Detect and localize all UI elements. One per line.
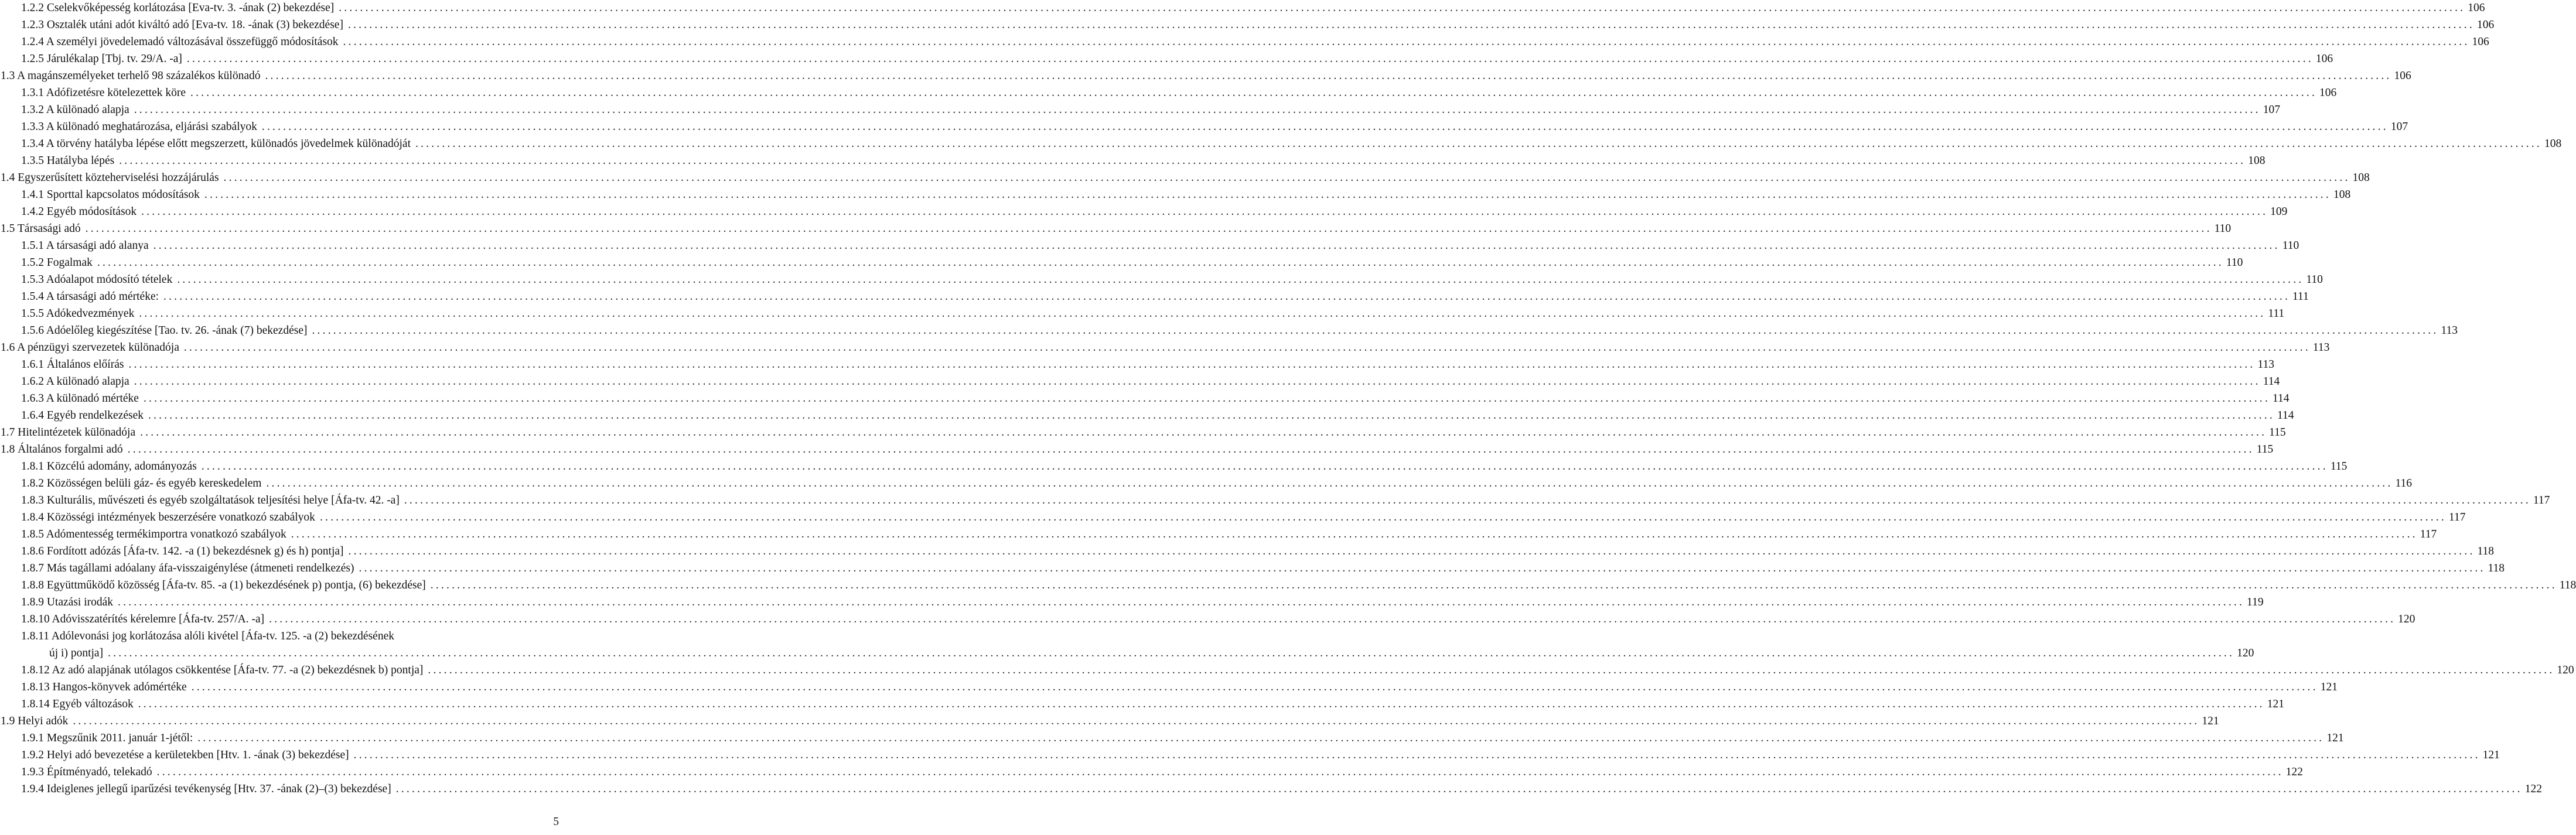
toc-entry-page: 120 [2237, 647, 2254, 659]
toc-entry-page: 121 [2202, 715, 2219, 727]
toc-entry[interactable] [0, 103, 2280, 117]
dot-leader: ................................................................................................................................................................................................................................................................................................................................................................................................................ [138, 698, 2265, 710]
dot-leader: ................................................................................................................................................................................................................................................................................................................................................................................................................ [177, 273, 2304, 286]
toc-entry-title: 1.8.9 Utazási irodák [21, 596, 114, 608]
toc-entry-page: 110 [2214, 223, 2232, 235]
toc-entry[interactable] [0, 579, 2576, 593]
dot-leader: ................................................................................................................................................................................................................................................................................................................................................................................................................ [404, 494, 2531, 507]
toc-entry[interactable] [0, 341, 2330, 355]
dot-leader: ................................................................................................................................................................................................................................................................................................................................................................................................................ [395, 783, 2523, 795]
toc-entry[interactable] [0, 86, 2337, 100]
toc-entry-title: 1.4.2 Egyéb módosítások [21, 206, 137, 218]
dot-leader: ................................................................................................................................................................................................................................................................................................................................................................................................................ [148, 409, 2275, 422]
toc-entry-page: 110 [2306, 273, 2323, 286]
toc-entry[interactable] [0, 629, 2254, 661]
toc-entry-title: 1.3.3 A különadó meghatározása, eljárási szabályok [21, 121, 257, 133]
toc-entry[interactable] [0, 494, 2550, 508]
toc-entry-title: 1.9.2 Helyi adó bevezetése a kerületekben [Htv. 1. -ának (3) bekezdése] [21, 749, 349, 761]
toc-entry-title: 1.8 Általános forgalmi adó [1, 443, 123, 456]
toc-entry-page: 108 [2333, 189, 2351, 201]
toc-entry-page: 108 [2248, 155, 2265, 167]
toc-entry[interactable] [0, 697, 2284, 711]
toc-entry[interactable] [0, 120, 2408, 134]
dot-leader: ................................................................................................................................................................................................................................................................................................................................................................................................................ [223, 172, 2350, 184]
toc-entry[interactable] [0, 460, 2348, 474]
toc-entry[interactable] [0, 409, 2294, 423]
toc-entry-title: 1.5 Társasági adó [1, 223, 81, 235]
dot-leader: ................................................................................................................................................................................................................................................................................................................................................................................................................ [140, 426, 2267, 439]
toc-entry-title: 1.3.2 A különadó alapja [21, 104, 129, 116]
dot-leader: ................................................................................................................................................................................................................................................................................................................................................................................................................ [127, 443, 2254, 456]
toc-entry[interactable] [0, 358, 2274, 372]
dot-leader: ................................................................................................................................................................................................................................................................................................................................................................................................................ [183, 341, 2311, 354]
toc-entry-page: 109 [2270, 206, 2288, 218]
toc-entry-title: 1.6.4 Egyéb rendelkezések [21, 409, 144, 422]
toc-entry-page: 122 [2285, 766, 2303, 778]
toc-entry-page: 121 [2482, 749, 2500, 761]
toc-entry-title: 1.9.3 Építményadó, telekadó [21, 766, 152, 778]
dot-leader: ................................................................................................................................................................................................................................................................................................................................................................................................................ [143, 392, 2270, 405]
toc-entry-title: 1.8.12 Az adó alapjának utólagos csökkentése [Áfa-tv. 77. -a (2) bekezdésnek b) pontja] [21, 664, 424, 676]
toc-entry[interactable] [0, 239, 2299, 253]
toc-entry-page: 111 [2292, 290, 2309, 303]
dot-leader: ................................................................................................................................................................................................................................................................................................................................................................................................................ [291, 528, 2418, 540]
toc-entry-page: 115 [2269, 426, 2286, 439]
dot-leader: ................................................................................................................................................................................................................................................................................................................................................................................................................ [265, 70, 2392, 82]
toc-entry-page: 120 [2398, 613, 2415, 625]
toc-entry-page: 110 [2226, 256, 2243, 269]
toc-entry-page: 117 [2533, 494, 2550, 507]
dot-leader: ................................................................................................................................................................................................................................................................................................................................................................................................................ [339, 2, 2466, 14]
toc-entry-page: 118 [2477, 545, 2495, 557]
toc-entry-title: 1.8.13 Hangos-könyvek adómértéke [21, 681, 187, 693]
toc-entry-title: 1.3.1 Adófizetésre kötelezettek köre [21, 87, 186, 99]
dot-leader: ................................................................................................................................................................................................................................................................................................................................................................................................................ [204, 189, 2331, 201]
toc-entry-title: 1.8.11 Adólevonási jog korlátozása alóli kivétel [Áfa-tv. 125. -a (2) bekezdésének [21, 630, 394, 642]
toc-entry[interactable] [0, 426, 2286, 440]
dot-leader: ................................................................................................................................................................................................................................................................................................................................................................................................................ [163, 290, 2291, 303]
toc-entry-page: 115 [2330, 460, 2348, 473]
toc-entry[interactable] [0, 392, 2290, 406]
toc-entry[interactable] [0, 596, 2264, 610]
toc-entry-title: 1.8.14 Egyéb változások [21, 698, 134, 710]
toc-entry-page: 106 [2394, 70, 2411, 82]
toc-entry-page: 117 [2448, 511, 2466, 523]
toc-entry-page: 108 [2352, 172, 2370, 184]
toc-entry[interactable] [0, 765, 2303, 779]
dot-leader: ................................................................................................................................................................................................................................................................................................................................................................................................................ [128, 358, 2256, 371]
dot-leader: ................................................................................................................................................................................................................................................................................................................................................................................................................ [312, 324, 2439, 337]
toc-entry-page: 113 [2441, 324, 2458, 337]
dot-leader: ................................................................................................................................................................................................................................................................................................................................................................................................................ [153, 239, 2280, 252]
toc-entry-title: 1.5.3 Adóalapot módosító tételek [21, 273, 173, 286]
dot-leader: ................................................................................................................................................................................................................................................................................................................................................................................................................ [348, 545, 2475, 557]
toc-entry-title: 1.3 A magánszemélyeket terhelő 98 százalékos különadó [1, 70, 261, 82]
toc-entry[interactable] [0, 612, 2415, 627]
toc-entry-title: 1.9.4 Ideiglenes jellegű iparűzési tevékenység [Htv. 37. -ának (2)–(3) bekezdése] [21, 783, 391, 795]
dot-leader: ................................................................................................................................................................................................................................................................................................................................................................................................................ [201, 460, 2328, 473]
toc-entry-page: 106 [2468, 2, 2485, 14]
toc-entry-title: 1.2.2 Cselekvőképesség korlátozása [Eva-tv. 3. -ának (2) bekezdése] [21, 2, 335, 14]
toc-entry-page: 110 [2282, 239, 2299, 252]
toc-entry-page: 108 [2544, 138, 2562, 150]
toc-entry[interactable] [0, 680, 2338, 694]
toc-entry-title-continuation: új i) pontja] [49, 647, 104, 659]
toc-entry-page: 121 [2320, 681, 2338, 693]
toc-entry[interactable] [0, 545, 2495, 559]
toc-entry-title: 1.3.5 Hatályba lépés [21, 155, 115, 167]
toc-entry[interactable] [0, 324, 2458, 338]
toc-entry-title: 1.6.2 A különadó alapja [21, 375, 129, 388]
toc-entry-page: 106 [2319, 87, 2337, 99]
dot-leader: ................................................................................................................................................................................................................................................................................................................................................................................................................ [190, 87, 2318, 99]
toc-entry-title: 1.7 Hitelintézetek különadója [1, 426, 136, 439]
toc-entry-title: 1.8.7 Más tagállami adóalany áfa-visszaigénylése (átmeneti rendelkezés) [21, 562, 354, 574]
dot-leader: ................................................................................................................................................................................................................................................................................................................................................................................................................ [73, 715, 2200, 727]
toc-entry-page: 114 [2263, 375, 2280, 388]
toc-entry[interactable] [0, 714, 2219, 728]
dot-leader: ................................................................................................................................................................................................................................................................................................................................................................................................................ [197, 732, 2325, 744]
toc-entry-title: 1.3.4 A törvény hatályba lépése előtt megszerzett, különadós jövedelmek különadóját [21, 138, 411, 150]
toc-entry[interactable] [0, 375, 2280, 389]
toc-entry-title: 1.8.1 Közcélú adomány, adományozás [21, 460, 197, 473]
toc-entry[interactable] [0, 171, 2370, 185]
toc-entry[interactable] [0, 154, 2265, 168]
toc-entry[interactable] [0, 562, 2505, 576]
dot-leader: ................................................................................................................................................................................................................................................................................................................................................................................................................ [85, 223, 2212, 235]
toc-entry[interactable] [0, 748, 2500, 762]
toc-entry[interactable] [0, 663, 2574, 677]
toc-entry[interactable] [0, 52, 2333, 66]
toc-entry-title: 1.8.8 Együttműködő közösség [Áfa-tv. 85. -a (1) bekezdésének p) pontja, (6) bekezdése] [21, 579, 426, 591]
toc-entry-title: 1.5.5 Adókedvezmények [21, 307, 135, 320]
toc-entry-title: 1.5.2 Fogalmak [21, 256, 93, 269]
toc-entry[interactable] [0, 511, 2466, 525]
toc-entry-title: 1.2.3 Osztalék utáni adót kiváltó adó [Eva-tv. 18. -ának (3) bekezdése] [21, 19, 343, 31]
toc-entry-page: 106 [2315, 53, 2333, 65]
toc-entry-title: 1.5.6 Adóelőleg kiegészítése [Tao. tv. 26. -ának (7) bekezdése] [21, 324, 308, 337]
toc-entry-title: 1.8.10 Adóvisszatérítés kérelemre [Áfa-tv. 257/A. -a] [21, 613, 265, 625]
toc-entry-page: 119 [2247, 596, 2264, 608]
toc-entry-title: 1.8.3 Kulturális, művészeti és egyéb szolgáltatások teljesítési helye [Áfa-tv. 42. -a] [21, 494, 400, 507]
toc-entry[interactable] [0, 290, 2309, 304]
toc-entry-title: 1.6 A pénzügyi szervezetek különadója [1, 341, 179, 354]
toc-entry-title: 1.2.4 A személyi jövedelemadó változásával összefüggő módosítások [21, 36, 339, 48]
toc-entry-title: 1.6.1 Általános előírás [21, 358, 124, 371]
toc-entry-page: 107 [2263, 104, 2280, 116]
dot-leader: ................................................................................................................................................................................................................................................................................................................................................................................................................ [108, 647, 2235, 659]
toc-entry[interactable] [0, 307, 2285, 321]
toc-entry-page: 121 [2267, 698, 2284, 710]
page-number: 5 [553, 816, 559, 828]
dot-leader: ................................................................................................................................................................................................................................................................................................................................................................................................................ [428, 664, 2555, 676]
toc-entry-page: 113 [2257, 358, 2274, 371]
toc-entry-page: 118 [2559, 579, 2576, 591]
toc-entry-page: 111 [2268, 307, 2285, 320]
toc-entry-page: 106 [2476, 19, 2495, 31]
toc-entry-page: 117 [2420, 528, 2437, 540]
toc-entry-title: 1.8.5 Adómentesség termékimportra vonatkozó szabályok [21, 528, 286, 540]
dot-leader: ................................................................................................................................................................................................................................................................................................................................................................................................................ [186, 53, 2314, 65]
toc-entry[interactable] [0, 188, 2351, 202]
toc-entry-page: 115 [2256, 443, 2274, 456]
dot-leader: ................................................................................................................................................................................................................................................................................................................................................................................................................ [139, 307, 2266, 320]
dot-leader: ................................................................................................................................................................................................................................................................................................................................................................................................................ [269, 613, 2396, 625]
toc-entry[interactable] [0, 205, 2288, 219]
toc-entry[interactable] [0, 528, 2437, 542]
toc-entry-title: 1.5.4 A társasági adó mértéke: [21, 290, 159, 303]
toc-entry-title: 1.4 Egyszerűsített közteherviselési hozzájárulás [1, 172, 219, 184]
toc-entry[interactable] [0, 731, 2344, 745]
toc-entry-page: 121 [2326, 732, 2344, 744]
toc-entry-page: 114 [2277, 409, 2294, 422]
toc-entry-title: 1.4.1 Sporttal kapcsolatos módosítások [21, 189, 200, 201]
toc-entry-title: 1.6.3 A különadó mértéke [21, 392, 139, 405]
toc-entry[interactable] [0, 1, 2485, 15]
dot-leader: ................................................................................................................................................................................................................................................................................................................................................................................................................ [191, 681, 2318, 693]
toc-entry-title: 1.8.2 Közösségen belüli gáz- és egyéb kereskedelem [21, 477, 262, 490]
toc-entry-title: 1.5.1 A társasági adó alanya [21, 239, 149, 252]
dot-leader: ................................................................................................................................................................................................................................................................................................................................................................................................................ [343, 36, 2470, 48]
toc-entry-title: 1.9.1 Megszűnik 2011. január 1-jétől: [21, 732, 193, 744]
dot-leader: ................................................................................................................................................................................................................................................................................................................................................................................................................ [141, 206, 2268, 218]
toc-entry[interactable] [0, 222, 2232, 236]
toc-entry[interactable] [0, 137, 2562, 151]
dot-leader: ................................................................................................................................................................................................................................................................................................................................................................................................................ [118, 596, 2245, 608]
dot-leader: ................................................................................................................................................................................................................................................................................................................................................................................................................ [134, 104, 2261, 116]
toc-entry-page: 116 [2395, 477, 2412, 490]
toc-entry[interactable] [0, 18, 2495, 32]
dot-leader: ................................................................................................................................................................................................................................................................................................................................................................................................................ [430, 579, 2557, 591]
dot-leader: ................................................................................................................................................................................................................................................................................................................................................................................................................ [261, 121, 2389, 133]
toc-entry-title: 1.8.6 Fordított adózás [Áfa-tv. 142. -a (1) bekezdésnek g) és h) pontja] [21, 545, 344, 557]
toc-entry-title: 1.8.4 Közösségi intézmények beszerzésére vonatkozó szabályok [21, 511, 315, 523]
dot-leader: ................................................................................................................................................................................................................................................................................................................................................................................................................ [319, 511, 2447, 523]
toc-entry-page: 118 [2488, 562, 2505, 574]
dot-leader: ................................................................................................................................................................................................................................................................................................................................................................................................................ [156, 766, 2284, 778]
dot-leader: ................................................................................................................................................................................................................................................................................................................................................................................................................ [134, 375, 2261, 388]
toc-entry-page: 114 [2272, 392, 2290, 405]
toc-entry[interactable] [0, 69, 2411, 83]
dot-leader: ................................................................................................................................................................................................................................................................................................................................................................................................................ [97, 256, 2224, 269]
toc-entry[interactable] [0, 256, 2243, 270]
toc-entry-page: 106 [2472, 36, 2489, 48]
dot-leader: ................................................................................................................................................................................................................................................................................................................................................................................................................ [119, 155, 2246, 167]
toc-entry[interactable] [0, 477, 2412, 491]
dot-leader: ................................................................................................................................................................................................................................................................................................................................................................................................................ [415, 138, 2542, 150]
toc-entry[interactable] [0, 782, 2542, 796]
toc-entry[interactable] [0, 443, 2274, 457]
dot-leader: ................................................................................................................................................................................................................................................................................................................................................................................................................ [347, 19, 2475, 31]
toc-entry[interactable] [0, 35, 2489, 49]
dot-leader: ................................................................................................................................................................................................................................................................................................................................................................................................................ [266, 477, 2393, 490]
dot-leader: ................................................................................................................................................................................................................................................................................................................................................................................................................ [353, 749, 2481, 761]
toc-entry-title: 1.9 Helyi adók [1, 715, 69, 727]
toc-entry[interactable] [0, 273, 2323, 287]
toc-entry-page: 122 [2524, 783, 2542, 795]
toc-entry-page: 120 [2557, 664, 2574, 676]
toc-entry-title: 1.2.5 Járulékalap [Tbj. tv. 29/A. -a] [21, 53, 182, 65]
dot-leader: ................................................................................................................................................................................................................................................................................................................................................................................................................ [359, 562, 2486, 574]
toc-entry-page: 107 [2390, 121, 2408, 133]
toc-entry-page: 113 [2312, 341, 2330, 354]
